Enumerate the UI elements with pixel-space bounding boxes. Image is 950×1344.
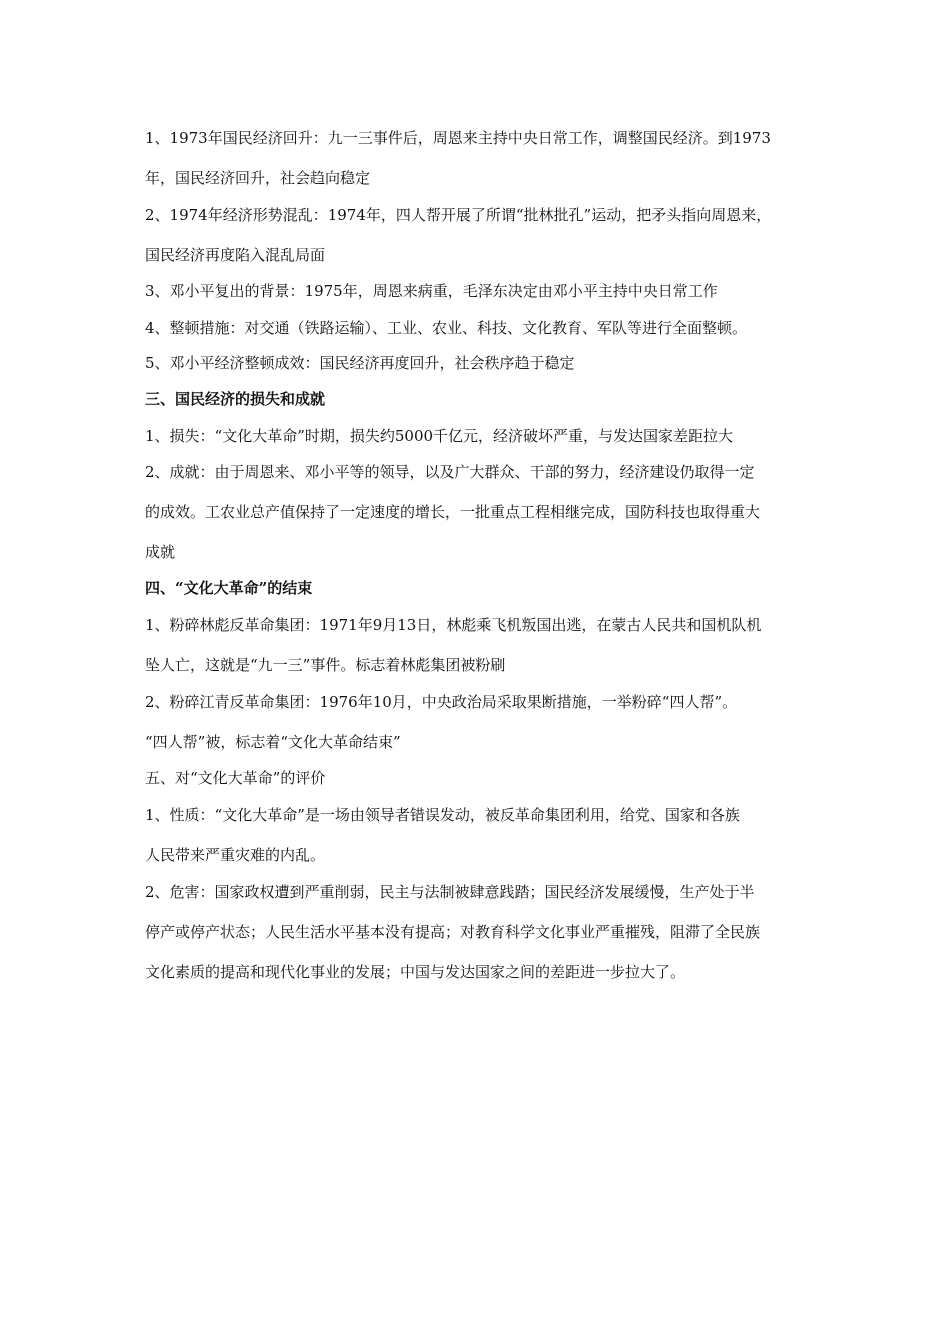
paragraph-line: 年，国民经济回升，社会趋向稳定 [145, 169, 371, 187]
paragraph-line: 2、成就：由于周恩来、邓小平等的领导，以及广大群众、干部的努力，经济建设仍取得一定 [145, 463, 755, 481]
paragraph-line: 的成效。工农业总产值保持了一定速度的增长，一批重点工程相继完成，国防科技也取得重大 [145, 503, 761, 521]
paragraph-line: 文化素质的提高和现代化事业的发展；中国与发达国家之间的差距进一步拉大了。 [145, 963, 686, 981]
paragraph-line: 1、性质：“文化大革命”是一场由领导者错误发动，被反革命集团利用，给党、国家和各族 [145, 806, 740, 824]
section-heading: 五、对“文化大革命”的评价 [145, 769, 326, 787]
paragraph-line: 1、粉碎林彪反革命集团：1971年9月13日，林彪乘飞机叛国出逃，在蒙古人民共和国机队机 [145, 616, 762, 634]
paragraph-line: 2、粉碎江青反革命集团：1976年10月，中央政治局采取果断措施，一举粉碎“四人帮”。 [145, 693, 738, 711]
paragraph-line: 停产或停产状态；人民生活水平基本没有提高；对教育科学文化事业严重摧残，阻滞了全民族 [145, 923, 761, 941]
paragraph-line: 2、1974年经济形势混乱：1974年，四人帮开展了所谓“批林批孔”运动，把矛头指向周恩来， [145, 206, 772, 224]
paragraph-line: “四人帮”被，标志着“文化大革命结束” [145, 733, 401, 751]
paragraph-line: 1、1973年国民经济回升：九一三事件后，周恩来主持中央日常工作，调整国民经济。到1973 [145, 129, 771, 147]
paragraph-line: 4、整顿措施：对交通（铁路运输）、工业、农业、科技、文化教育、军队等进行全面整顿。 [145, 319, 748, 337]
section-heading: 四、“文化大革命”的结束 [145, 579, 313, 597]
paragraph-line: 成就 [145, 543, 176, 561]
paragraph-line: 人民带来严重灾难的内乱。 [145, 846, 326, 864]
section-heading: 三、国民经济的损失和成就 [145, 390, 326, 408]
paragraph-line: 坠人亡，这就是“九一三”事件。标志着林彪集团被粉刷 [145, 656, 506, 674]
paragraph-line: 2、危害：国家政权遭到严重削弱，民主与法制被肆意践踏；国民经济发展缓慢，生产处于半 [145, 883, 755, 901]
paragraph-line: 3、邓小平复出的背景：1975年，周恩来病重，毛泽东决定由邓小平主持中央日常工作 [145, 282, 718, 300]
paragraph-line: 1、损失：“文化大革命”时期，损失约5000千亿元，经济破坏严重，与发达国家差距拉大 [145, 427, 734, 445]
paragraph-line: 5、邓小平经济整顿成效：国民经济再度回升，社会秩序趋于稳定 [145, 354, 575, 372]
paragraph-line: 国民经济再度陷入混乱局面 [145, 246, 326, 264]
